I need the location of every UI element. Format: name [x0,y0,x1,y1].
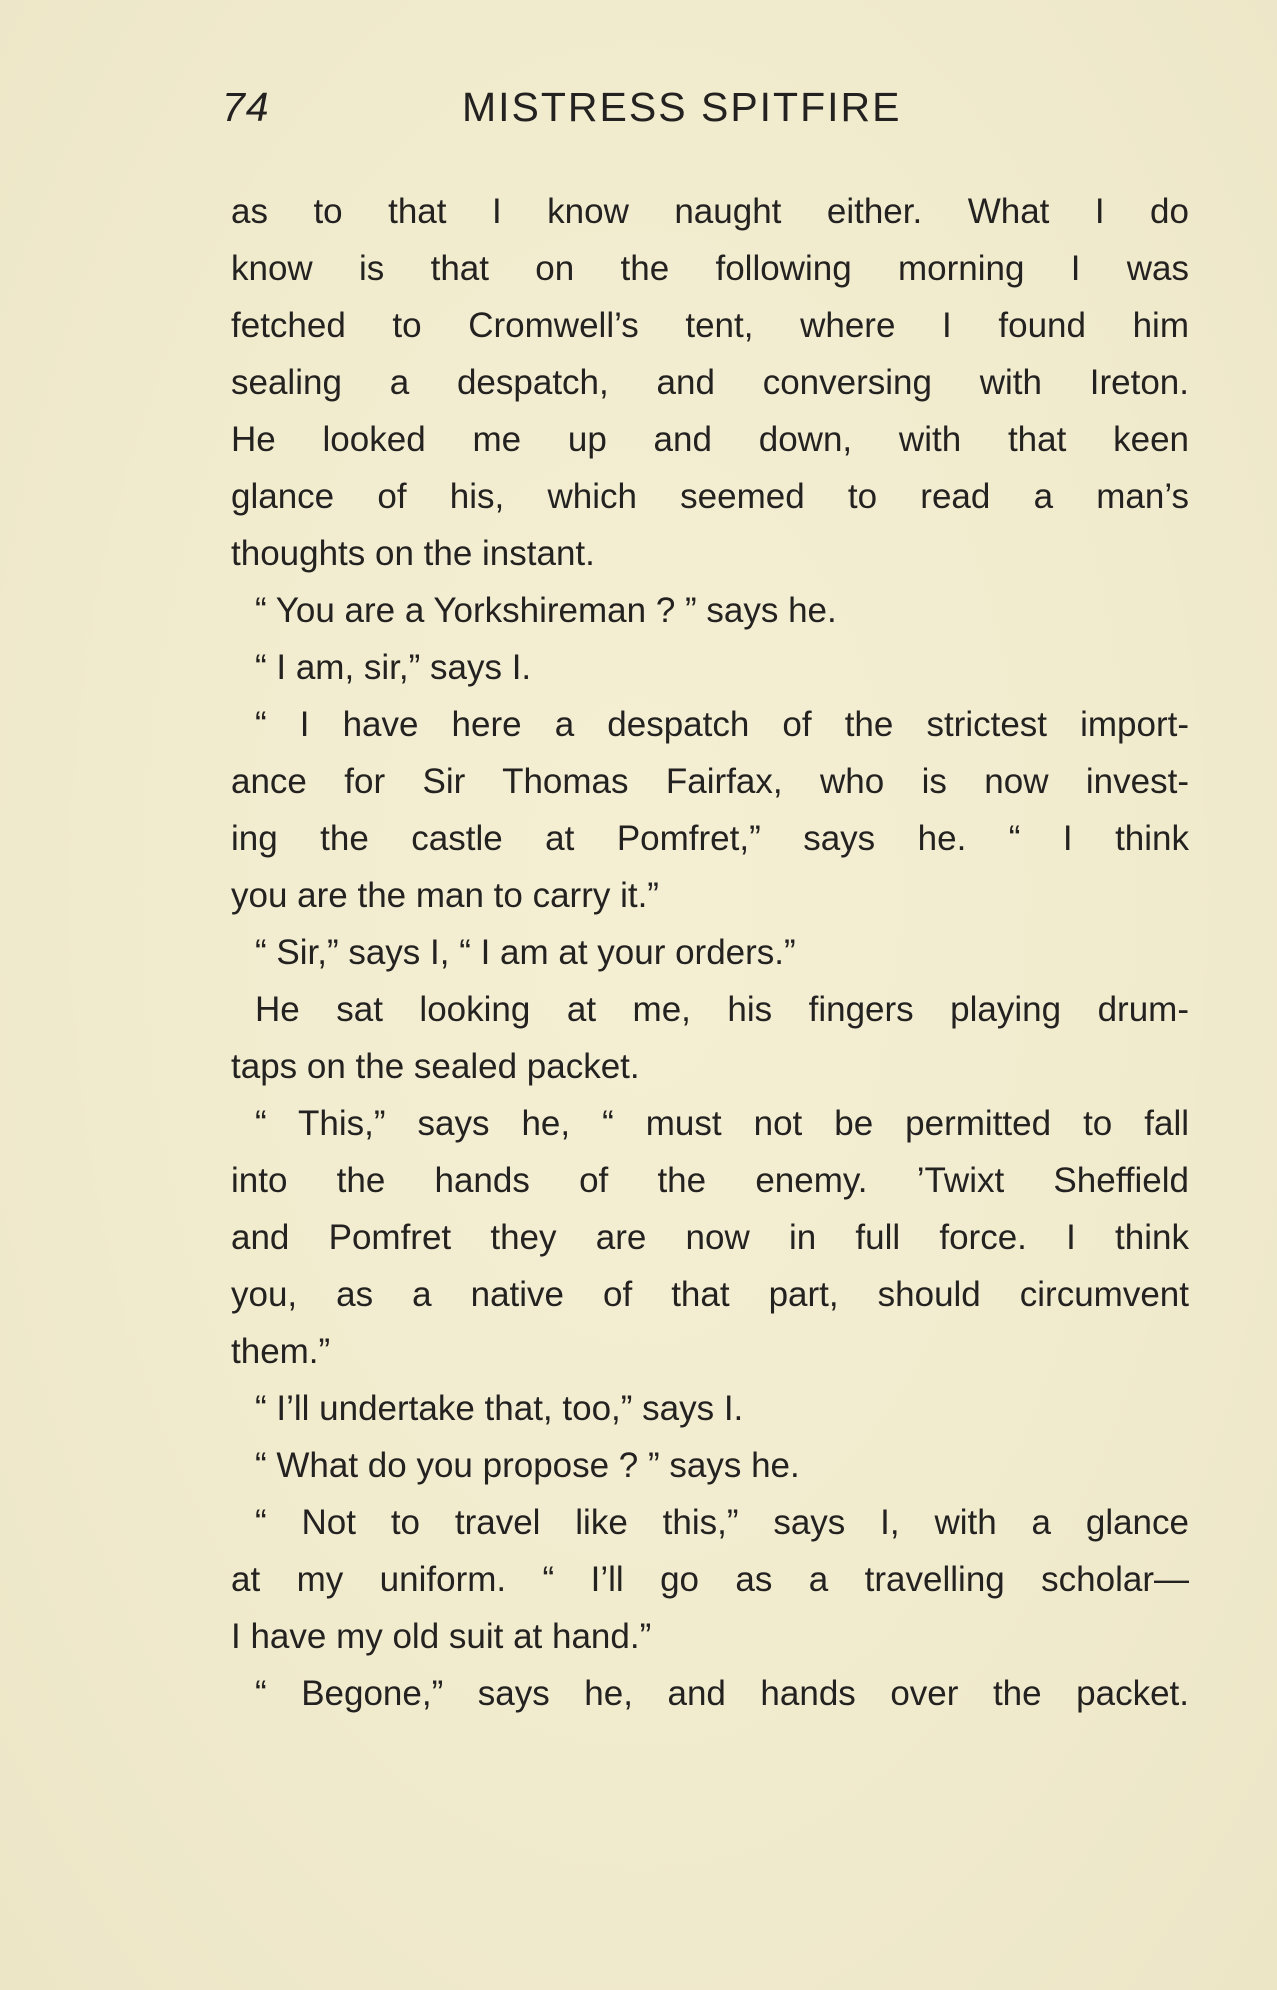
page-number: 74 [222,84,270,130]
text-line: into the hands of the enemy. ’Twixt Sheffield [231,1161,1189,1200]
text-line: “ I am, sir,” says I. [255,648,532,687]
text-line: fetched to Cromwell’s tent, where I found him [231,306,1189,345]
text-line: “ You are a Yorkshireman ? ” says he. [255,591,837,630]
text-line: “ I’ll undertake that, too,” says I. [255,1389,744,1428]
text-line: as to that I know naught either. What I do [231,192,1189,231]
text-line: and Pomfret they are now in full force. I think [231,1218,1189,1257]
text-line: “ This,” says he, “ must not be permitted to fall [255,1104,1189,1143]
text-line: “ What do you propose ? ” says he. [255,1446,800,1485]
text-line: at my uniform. “ I’ll go as a travelling scholar— [231,1560,1189,1599]
running-title: MISTRESS SPITFIRE [462,84,902,130]
text-line: “ Begone,” says he, and hands over the packet. [255,1674,1189,1713]
text-line: you are the man to carry it.” [231,876,659,915]
text-line: He sat looking at me, his fingers playing drum- [255,990,1189,1029]
text-line: “ Sir,” says I, “ I am at your orders.” [255,933,796,972]
body-text [231,183,1189,1722]
text-line: ing the castle at Pomfret,” says he. “ I think [231,819,1189,858]
text-line: “ Not to travel like this,” says I, with a glance [255,1503,1189,1542]
text-line: sealing a despatch, and conversing with Ireton. [231,363,1189,402]
page-header [222,84,1192,140]
text-line: thoughts on the instant. [231,534,595,573]
text-line: taps on the sealed packet. [231,1047,640,1086]
text-line: them.” [231,1332,331,1371]
text-line: ance for Sir Thomas Fairfax, who is now invest- [231,762,1189,801]
text-line: He looked me up and down, with that keen [231,420,1189,459]
text-line: “ I have here a despatch of the strictest import- [255,705,1189,744]
text-line: glance of his, which seemed to read a man’s [231,477,1189,516]
text-line: know is that on the following morning I was [231,249,1189,288]
text-line: you, as a native of that part, should circumvent [231,1275,1189,1314]
text-line: I have my old suit at hand.” [231,1617,652,1656]
